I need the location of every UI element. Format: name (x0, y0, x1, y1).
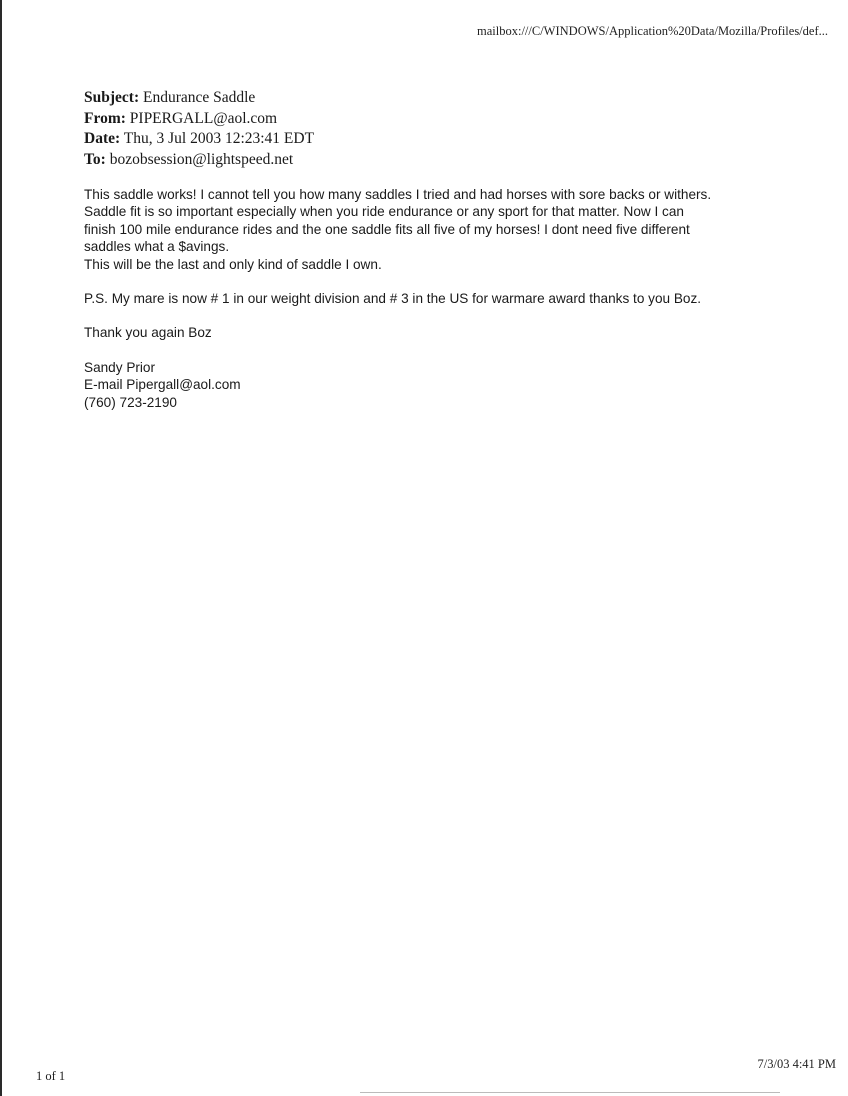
signature-email: E-mail Pipergall@aol.com (84, 377, 241, 393)
body-line: Saddle fit is so important especially when you ride endurance or any sport for that matter. Now I can (84, 204, 684, 220)
page-edge (0, 0, 2, 1096)
signature-phone: (760) 723-2190 (84, 394, 177, 410)
body-paragraph-1 (84, 186, 804, 273)
subject-value: Endurance Saddle (142, 89, 256, 106)
body-line: This saddle works! I cannot tell you how many saddles I tried and had horses with sore backs or withers. (84, 187, 712, 202)
signature-block (84, 359, 804, 411)
mailbox-url: mailbox:///C/WINDOWS/Application%20Data/Mozilla/Profiles/def... (477, 24, 828, 38)
thanks-text: Thank you again Boz (84, 325, 212, 341)
body-line: finish 100 mile endurance rides and the one saddle fits all five of my horses! I dont need five different (84, 221, 690, 237)
date-row (84, 129, 314, 150)
email-body (84, 186, 804, 428)
signature-name: Sandy Prior (84, 359, 156, 375)
postscript-text: P.S. My mare is now # 1 in our weight division and # 3 in the US for warmare award thanks to you Boz. (84, 291, 702, 307)
thanks-line (84, 324, 804, 341)
page-number: 1 of 1 (36, 1069, 66, 1083)
to-row (84, 150, 314, 171)
print-timestamp: 7/3/03 4:41 PM (757, 1057, 836, 1071)
date-value: Thu, 3 Jul 2003 12:23:41 EDT (123, 130, 315, 147)
to-label: To: (84, 150, 106, 168)
to-value: bozobsession@lightspeed.net (109, 150, 294, 168)
subject-row (84, 88, 314, 109)
from-label: From: (84, 109, 126, 127)
scan-artifact-line (360, 1092, 780, 1093)
postscript (84, 290, 804, 307)
subject-label: Subject: (84, 89, 140, 106)
body-line: This will be the last and only kind of saddle I own. (84, 256, 382, 272)
body-line: saddles what a $avings. (84, 239, 230, 255)
from-value: PIPERGALL@aol.com (129, 109, 278, 127)
date-label: Date: (84, 130, 121, 147)
email-headers (84, 88, 314, 170)
from-row (84, 109, 314, 130)
